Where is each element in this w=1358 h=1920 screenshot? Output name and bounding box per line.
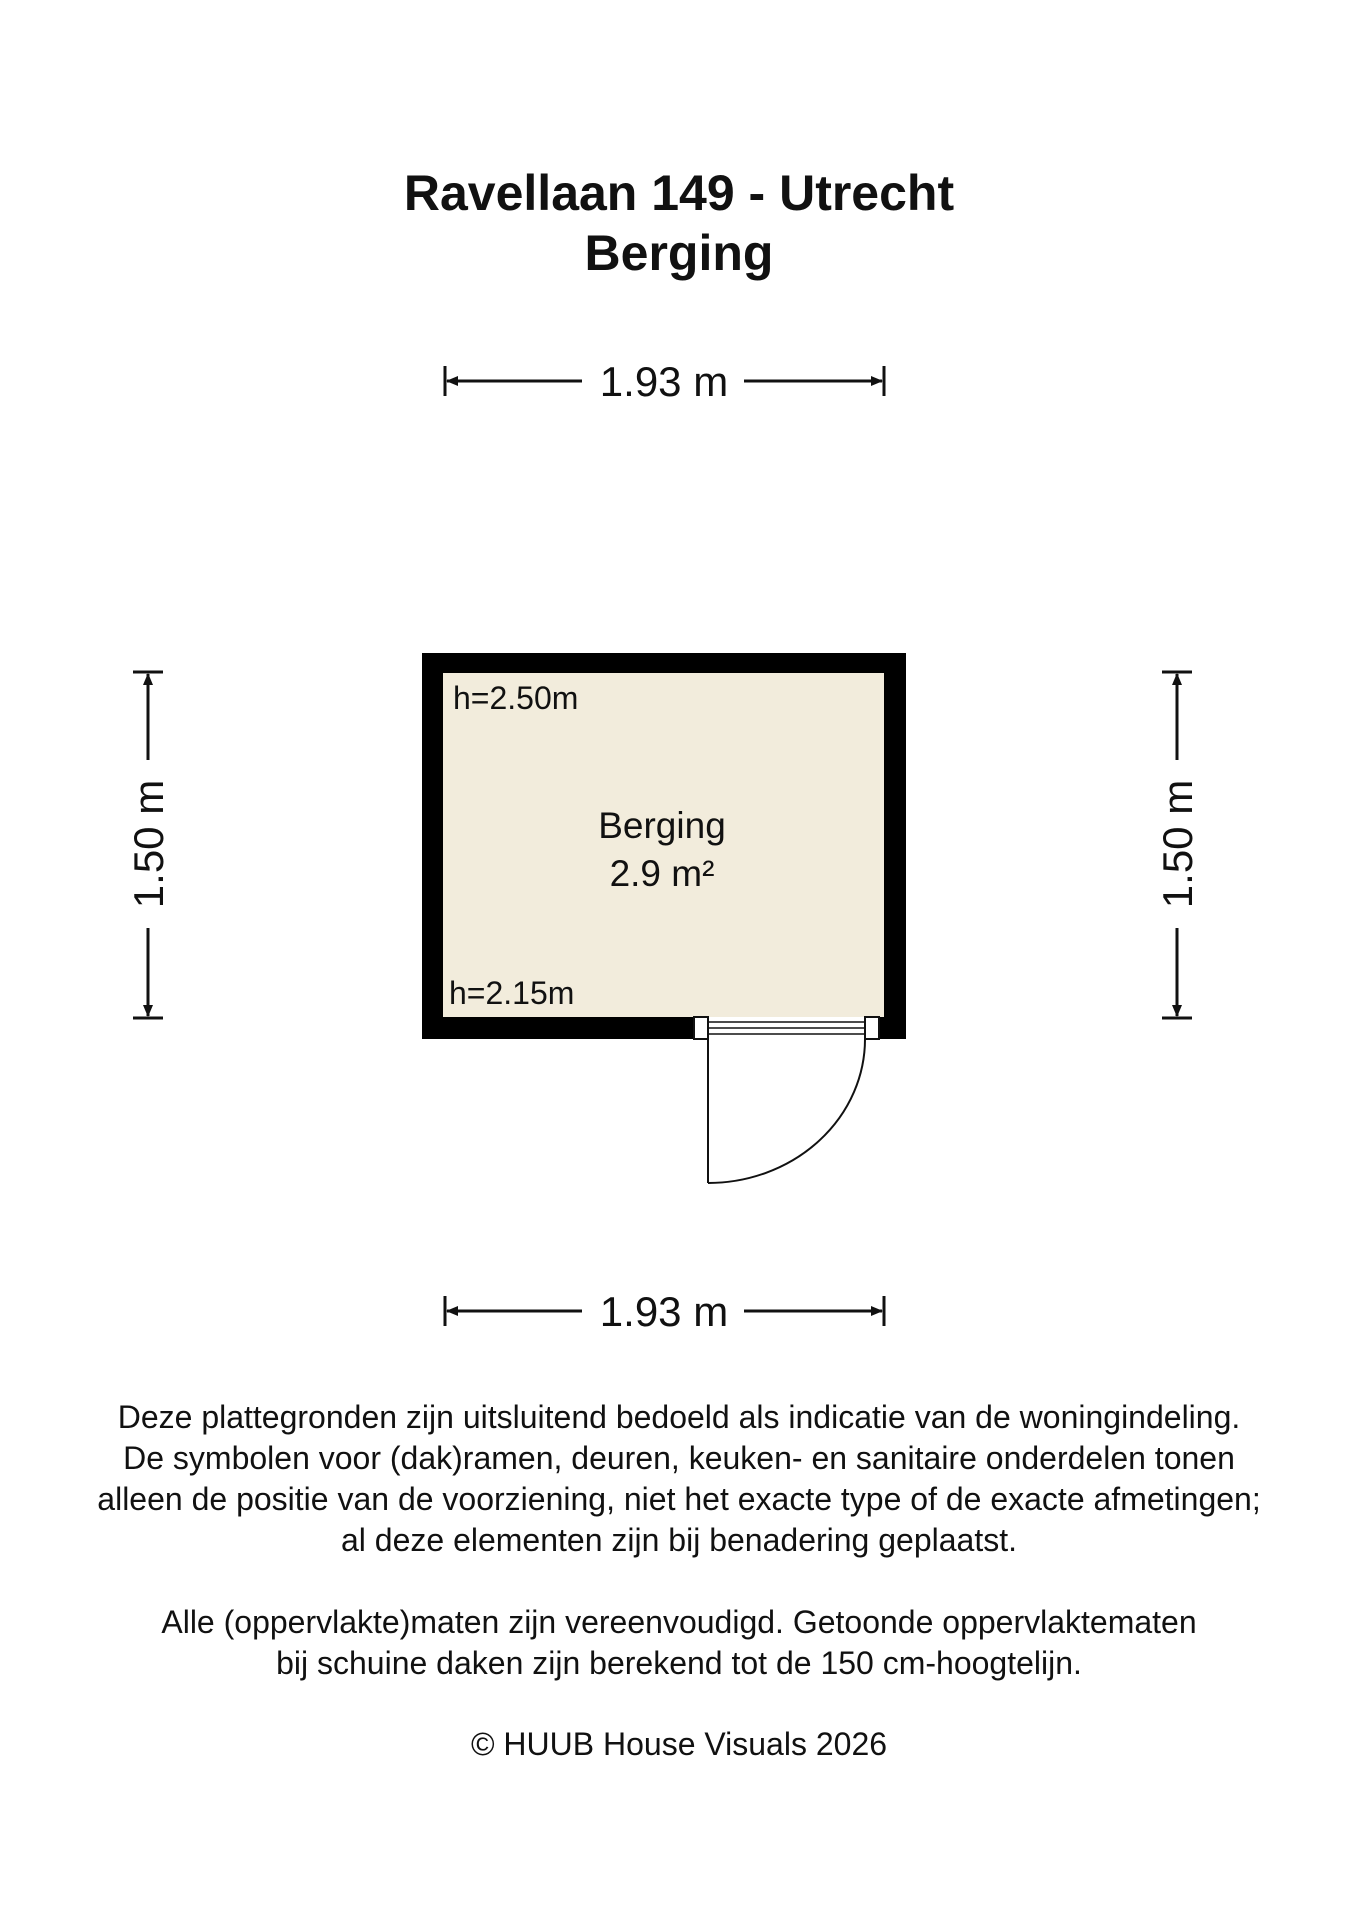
- room-name: Berging: [598, 805, 726, 846]
- disclaimer-paragraph-2: [0, 1602, 1358, 1684]
- disclaimer-line: Deze plattegronden zijn uitsluitend bedoeld als indicatie van de woningindeling.: [117, 1399, 1241, 1435]
- disclaimer-line: alleen de positie van de voorziening, niet het exacte type of de exacte afmetingen;: [97, 1481, 1261, 1517]
- plan-title-space: Berging: [584, 225, 774, 281]
- disclaimer-line: al deze elementen zijn bij benadering geplaatst.: [340, 1522, 1017, 1558]
- ceiling-height-top: h=2.50m: [453, 680, 579, 716]
- room-area: 2.9 m²: [609, 853, 715, 894]
- door-swing-arc: [708, 1039, 865, 1183]
- bottom-width-dimension: [445, 1288, 884, 1335]
- left-height-label: 1.50 m: [125, 779, 172, 909]
- room-berging: [422, 653, 906, 1183]
- disclaimer-line: De symbolen voor (dak)ramen, deuren, keuken- en sanitaire onderdelen tonen: [123, 1440, 1235, 1476]
- top-width-dimension: [445, 358, 884, 405]
- ceiling-height-bottom: h=2.15m: [449, 975, 575, 1011]
- disclaimer-line: bij schuine daken zijn berekend tot de 150 cm-hoogtelijn.: [276, 1645, 1082, 1681]
- top-width-label: 1.93 m: [599, 358, 729, 405]
- bottom-width-label: 1.93 m: [599, 1288, 729, 1335]
- disclaimer-line: Alle (oppervlakte)maten zijn vereenvoudigd. Getoonde oppervlaktematen: [161, 1604, 1197, 1640]
- left-height-dimension: [125, 672, 172, 1018]
- right-height-label: 1.50 m: [1154, 779, 1201, 909]
- copyright-notice: © HUUB House Visuals 2026: [470, 1726, 888, 1762]
- plan-title-address: Ravellaan 149 - Utrecht: [403, 165, 955, 221]
- disclaimer-paragraph-1: [0, 1397, 1358, 1561]
- right-height-dimension: [1154, 672, 1201, 1018]
